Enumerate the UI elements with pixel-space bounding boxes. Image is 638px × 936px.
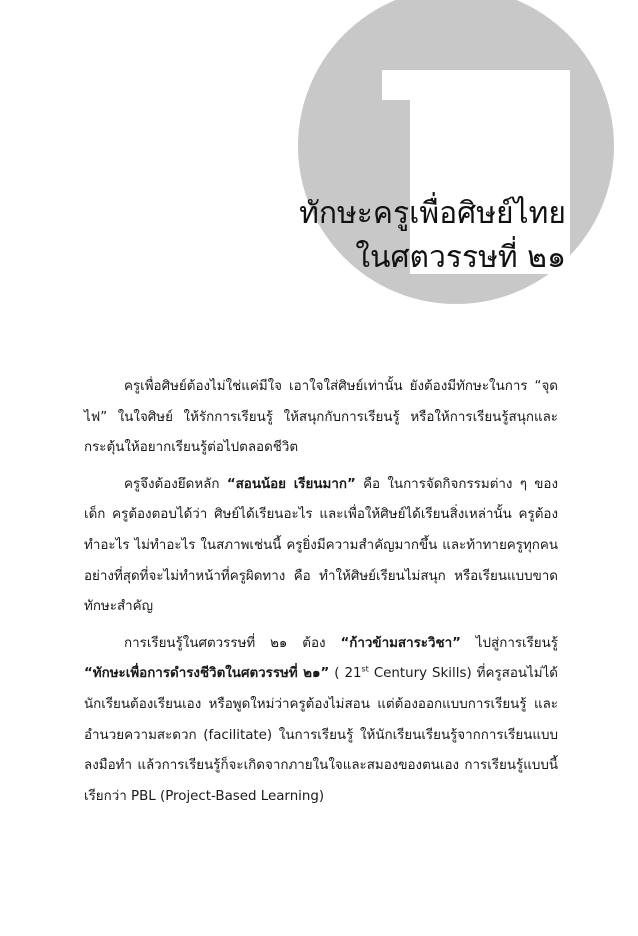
paragraph-2-emphasis: “สอนน้อย เรียนมาก”	[226, 476, 356, 492]
paragraph-3-superscript: st	[361, 664, 369, 674]
chapter-title	[299, 192, 566, 280]
paragraph-2-text-start: ครูจึงต้องยึดหลัก	[124, 476, 227, 492]
chapter-title-line-2: ในศตวรรษที่ ๒๑	[355, 240, 566, 276]
paragraph-3-text-c: ( 21	[329, 666, 362, 682]
paragraph-2	[84, 470, 558, 623]
paragraph-1	[84, 372, 558, 464]
chapter-title-line-1: ทักษะครูเพื่อศิษย์ไทย	[299, 196, 566, 232]
paragraph-3-text-a: การเรียนรู้ในศตวรรษที่ ๒๑ ต้อง	[124, 635, 341, 651]
body-text	[84, 372, 558, 818]
paragraph-3-emphasis-2: “ทักษะเพื่อการดำรงชีวิตในศตวรรษที่ ๒๑”	[84, 666, 330, 682]
paragraph-2-text-end: คือ ในการจัดกิจกรรมต่าง ๆ ของเด็ก ครูต้องตอบได้ว่า ศิษย์ได้เรียนอะไร และเพื่อให้ศิษย์ได้เรียนสิ่งเหล่านั้น ครูต้องทำอะไร ไม่ทำอะไร ในสภาพเช่นนี้ ครูยิ่งมีความสำคัญมากขึ้น และท้าทายครูทุกคนอย่างที่สุดที่จะไม่ทำหน้าที่ครูผิดทาง คือ ทำให้ศิษย์เรียนไม่สนุก หรือเรียนแบบขาดทักษะสำคัญ	[84, 476, 558, 615]
paragraph-3	[84, 629, 558, 813]
paragraph-3-emphasis-1: “ก้าวข้ามสาระวิชา”	[340, 635, 461, 651]
paragraph-1-text: ครูเพื่อศิษย์ต้องไม่ใช่แค่มีใจ เอาใจใส่ศิษย์เท่านั้น ยังต้องมีทักษะในการ “จุดไฟ” ในใจศิษย์ ให้รักการเรียนรู้ ให้สนุกกับการเรียนรู้ หรือให้การเรียนรู้สนุกและกระตุ้นให้อยากเรียนรู้ต่อไปตลอดชีวิต	[84, 379, 558, 456]
paragraph-3-text-b: ไปสู่การเรียนรู้	[460, 635, 558, 651]
paragraph-3-text-d: Century Skills) ที่ครูสอนไม่ได้ นักเรียนต้องเรียนเอง หรือพูดใหม่ว่าครูต้องไม่สอน แต่ต้องออกแบบการเรียนรู้ และอำนวยความสะดวก (facilitate) ในการเรียนรู้ ให้นักเรียนเรียนรู้จากการเรียนแบบลงมือทำ แล้วการเรียนรู้ก็จะเกิดจากภายในใจและสมองของตนเอง การเรียนรู้แบบนี้เรียกว่า PBL (Project-Based Learning)	[84, 666, 559, 804]
